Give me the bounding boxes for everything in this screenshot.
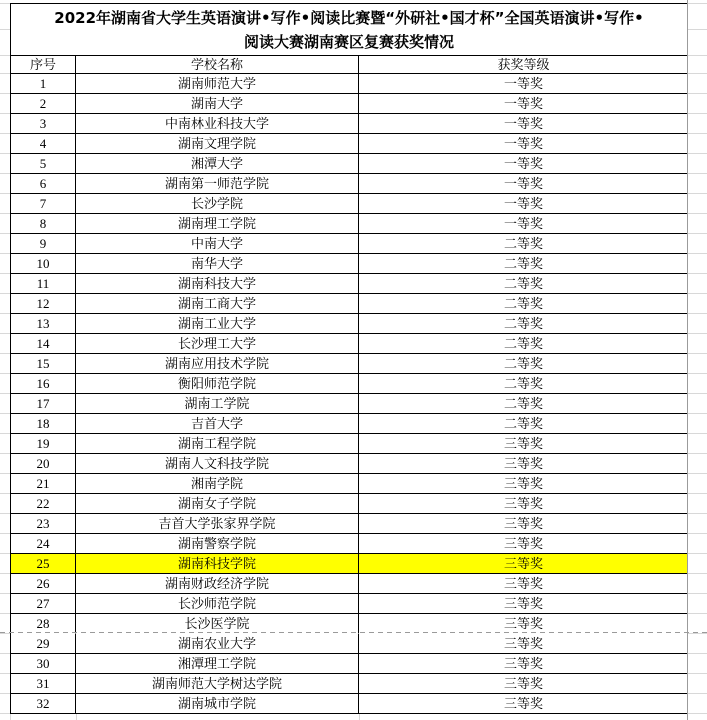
- header-cell-award[interactable]: 获奖等级: [359, 56, 688, 74]
- gridline: [0, 93, 10, 94]
- header-cell-serial[interactable]: 序号: [11, 56, 76, 74]
- gridline: [0, 593, 10, 594]
- gridline: [0, 553, 10, 554]
- gridline: [10, 713, 11, 720]
- cell-serial[interactable]: 26: [11, 574, 76, 594]
- gridline: [688, 613, 707, 614]
- cell-serial[interactable]: 16: [11, 374, 76, 394]
- gridline: [688, 473, 707, 474]
- gridline: [688, 3, 707, 4]
- gridline: [0, 153, 10, 154]
- cell-school[interactable]: 湖南财政经济学院: [76, 574, 359, 594]
- cell-serial[interactable]: 1: [11, 74, 76, 94]
- cell-serial[interactable]: 6: [11, 174, 76, 194]
- cell-school[interactable]: 吉首大学: [76, 414, 359, 434]
- cell-award[interactable]: 三等奖: [359, 534, 688, 554]
- gridline: [688, 173, 707, 174]
- cell-award[interactable]: 二等奖: [359, 354, 688, 374]
- cell-award[interactable]: 一等奖: [359, 94, 688, 114]
- cell-school[interactable]: 长沙学院: [76, 194, 359, 214]
- gridline: [688, 29, 707, 30]
- gridline: [0, 73, 10, 74]
- cell-school[interactable]: 湘潭大学: [76, 154, 359, 174]
- gridline: [0, 473, 10, 474]
- cell-award[interactable]: 三等奖: [359, 634, 688, 654]
- gridline: [0, 273, 10, 274]
- cell-serial[interactable]: 3: [11, 114, 76, 134]
- gridline: [688, 293, 707, 294]
- cell-award[interactable]: 一等奖: [359, 114, 688, 134]
- page-break-line: [0, 632, 707, 633]
- cell-award[interactable]: 一等奖: [359, 134, 688, 154]
- gridline: [0, 173, 10, 174]
- cell-serial[interactable]: 18: [11, 414, 76, 434]
- gridline: [0, 373, 10, 374]
- gridline: [76, 713, 77, 720]
- cell-award[interactable]: 三等奖: [359, 514, 688, 534]
- cell-serial[interactable]: 17: [11, 394, 76, 414]
- cell-school[interactable]: 长沙医学院: [76, 614, 359, 634]
- gridline: [688, 713, 707, 714]
- cell-school[interactable]: 湖南文理学院: [76, 134, 359, 154]
- gridline: [0, 533, 10, 534]
- gridline: [688, 373, 707, 374]
- cell-serial[interactable]: 15: [11, 354, 76, 374]
- cell-school[interactable]: 湖南女子学院: [76, 494, 359, 514]
- cell-award[interactable]: 一等奖: [359, 194, 688, 214]
- cell-award[interactable]: 二等奖: [359, 274, 688, 294]
- cell-serial[interactable]: 31: [11, 674, 76, 694]
- gridline: [688, 573, 707, 574]
- cell-school[interactable]: 湖南人文科技学院: [76, 454, 359, 474]
- gridline: [0, 413, 10, 414]
- cell-school[interactable]: 吉首大学张家界学院: [76, 514, 359, 534]
- cell-award[interactable]: 二等奖: [359, 414, 688, 434]
- cell-school[interactable]: 湘潭理工学院: [76, 654, 359, 674]
- cell-serial[interactable]: 2: [11, 94, 76, 114]
- cell-serial[interactable]: 29: [11, 634, 76, 654]
- gridline: [688, 513, 707, 514]
- cell-school[interactable]: 湖南第一师范学院: [76, 174, 359, 194]
- cell-school[interactable]: 湖南大学: [76, 94, 359, 114]
- cell-serial[interactable]: 10: [11, 254, 76, 274]
- cell-award[interactable]: 一等奖: [359, 154, 688, 174]
- cell-award[interactable]: 三等奖: [359, 554, 688, 574]
- cell-award[interactable]: 三等奖: [359, 694, 688, 714]
- cell-award[interactable]: 一等奖: [359, 174, 688, 194]
- gridline: [0, 253, 10, 254]
- gridline: [0, 213, 10, 214]
- cell-award[interactable]: 二等奖: [359, 254, 688, 274]
- cell-award[interactable]: 三等奖: [359, 594, 688, 614]
- cell-school[interactable]: 长沙师范学院: [76, 594, 359, 614]
- gridline: [688, 93, 707, 94]
- cell-school[interactable]: 湖南师范大学: [76, 74, 359, 94]
- cell-serial[interactable]: 11: [11, 274, 76, 294]
- cell-award[interactable]: 二等奖: [359, 234, 688, 254]
- awards-table: [10, 3, 688, 714]
- gridline: [0, 713, 10, 714]
- gridline: [688, 553, 707, 554]
- cell-award[interactable]: 二等奖: [359, 394, 688, 414]
- cell-serial[interactable]: 13: [11, 314, 76, 334]
- cell-school[interactable]: 湖南应用技术学院: [76, 354, 359, 374]
- cell-school[interactable]: 湖南工学院: [76, 394, 359, 414]
- cell-school[interactable]: 湖南警察学院: [76, 534, 359, 554]
- cell-school[interactable]: 湖南工商大学: [76, 294, 359, 314]
- cell-school[interactable]: 衡阳师范学院: [76, 374, 359, 394]
- gridline: [0, 353, 10, 354]
- cell-school[interactable]: 长沙理工大学: [76, 334, 359, 354]
- cell-serial[interactable]: 22: [11, 494, 76, 514]
- cell-award[interactable]: 一等奖: [359, 214, 688, 234]
- cell-serial[interactable]: 21: [11, 474, 76, 494]
- cell-school[interactable]: 湘南学院: [76, 474, 359, 494]
- gridline: [0, 393, 10, 394]
- gridline: [688, 213, 707, 214]
- gridline: [688, 73, 707, 74]
- cell-award[interactable]: 一等奖: [359, 74, 688, 94]
- cell-serial[interactable]: 12: [11, 294, 76, 314]
- cell-serial[interactable]: 30: [11, 654, 76, 674]
- gridline: [0, 453, 10, 454]
- gridline: [688, 393, 707, 394]
- cell-serial[interactable]: 14: [11, 334, 76, 354]
- cell-serial[interactable]: 23: [11, 514, 76, 534]
- gridline: [0, 29, 10, 30]
- header-cell-school[interactable]: 学校名称: [76, 56, 359, 74]
- gridline: [688, 313, 707, 314]
- cell-school[interactable]: 湖南师范大学树达学院: [76, 674, 359, 694]
- gridline: [0, 653, 10, 654]
- gridline: [0, 673, 10, 674]
- gridline: [0, 313, 10, 314]
- table-title-line2: 阅读大赛湖南赛区复赛获奖情况: [243, 32, 454, 51]
- gridline: [688, 453, 707, 454]
- gridline: [688, 653, 707, 654]
- cell-award[interactable]: 三等奖: [359, 674, 688, 694]
- cell-school[interactable]: 湖南工程学院: [76, 434, 359, 454]
- gridline: [0, 55, 10, 56]
- cell-serial[interactable]: 32: [11, 694, 76, 714]
- cell-school[interactable]: 南华大学: [76, 254, 359, 274]
- cell-serial[interactable]: 20: [11, 454, 76, 474]
- cell-school[interactable]: 湖南科技学院: [76, 554, 359, 574]
- gridline: [688, 433, 707, 434]
- cell-award[interactable]: 三等奖: [359, 654, 688, 674]
- gridline: [0, 333, 10, 334]
- gridline: [0, 233, 10, 234]
- cell-award[interactable]: 三等奖: [503, 616, 543, 631]
- cell-serial[interactable]: 24: [11, 534, 76, 554]
- gridline: [688, 673, 707, 674]
- cell-serial[interactable]: 28: [11, 614, 76, 634]
- gridline: [688, 693, 707, 694]
- cell-award[interactable]: 三等奖: [359, 454, 688, 474]
- cell-serial[interactable]: 4: [11, 134, 76, 154]
- cell-school[interactable]: 中南大学: [76, 234, 359, 254]
- gridline: [688, 253, 707, 254]
- gridline: [0, 133, 10, 134]
- cell-serial[interactable]: 8: [11, 214, 76, 234]
- cell-award[interactable]: 二等奖: [359, 294, 688, 314]
- gridline: [688, 593, 707, 594]
- cell-serial[interactable]: 5: [11, 154, 76, 174]
- gridline: [0, 613, 10, 614]
- gridline: [688, 55, 707, 56]
- gridline: [688, 233, 707, 234]
- gridline: [688, 333, 707, 334]
- gridline: [688, 133, 707, 134]
- gridline: [0, 3, 10, 4]
- cell-award[interactable]: 三等奖: [359, 494, 688, 514]
- gridline: [0, 193, 10, 194]
- gridline: [688, 273, 707, 274]
- cell-award[interactable]: 二等奖: [359, 314, 688, 334]
- cell-school[interactable]: 湖南工业大学: [76, 314, 359, 334]
- cell-school[interactable]: 湖南科技大学: [76, 274, 359, 294]
- cell-serial[interactable]: 27: [11, 594, 76, 614]
- cell-serial[interactable]: 9: [11, 234, 76, 254]
- table-title-cell[interactable]: [11, 4, 688, 56]
- cell-serial[interactable]: 7: [11, 194, 76, 214]
- table-title-line1: 2022年湖南省大学生英语演讲•写作•阅读比赛暨“外研社•国才杯”全国英语演讲•写作•: [54, 8, 644, 27]
- cell-award[interactable]: 二等奖: [359, 334, 688, 354]
- cell-school[interactable]: 湖南理工学院: [76, 214, 359, 234]
- gridline: [0, 113, 10, 114]
- cell-serial[interactable]: 19: [11, 434, 76, 454]
- gridline: [0, 573, 10, 574]
- gridline: [0, 493, 10, 494]
- gridline: [688, 533, 707, 534]
- gridline: [688, 113, 707, 114]
- gridline: [688, 353, 707, 354]
- gridline: [0, 633, 10, 634]
- gridline: [688, 633, 707, 634]
- sheet-column-border: [687, 0, 688, 720]
- gridline: [0, 693, 10, 694]
- cell-school[interactable]: 湖南农业大学: [76, 634, 359, 654]
- cell-award[interactable]: 三等奖: [359, 434, 688, 454]
- gridline: [688, 413, 707, 414]
- cell-award[interactable]: 二等奖: [359, 374, 688, 394]
- gridline: [688, 493, 707, 494]
- cell-award[interactable]: 三等奖: [359, 474, 688, 494]
- cell-school[interactable]: 湖南城市学院: [76, 694, 359, 714]
- cell-serial[interactable]: 25: [11, 554, 76, 574]
- gridline: [0, 433, 10, 434]
- gridline: [688, 153, 707, 154]
- gridline: [0, 293, 10, 294]
- cell-award[interactable]: 三等奖: [359, 574, 688, 594]
- gridline: [688, 193, 707, 194]
- gridline: [359, 713, 360, 720]
- cell-school[interactable]: 中南林业科技大学: [76, 114, 359, 134]
- gridline: [0, 513, 10, 514]
